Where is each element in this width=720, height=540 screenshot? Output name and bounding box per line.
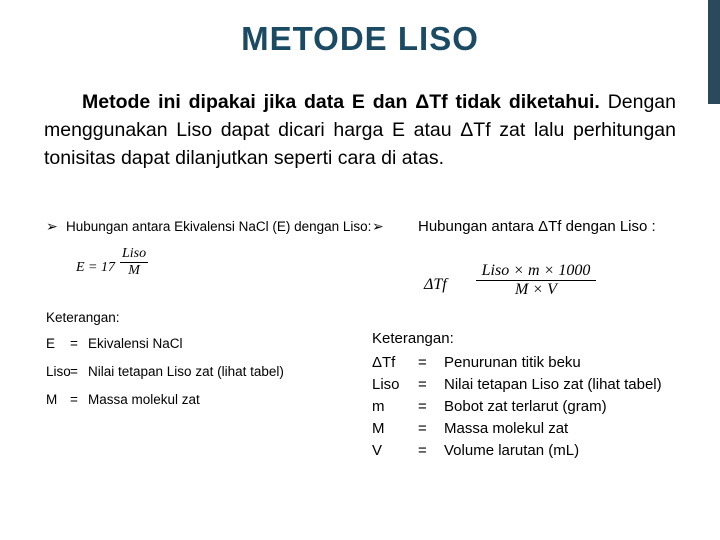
arrow-bullet-icon: ➢ <box>372 218 384 234</box>
formula-e-lhs: E = 17 <box>76 260 115 275</box>
left-legend-row: E = Ekivalensi NaCl <box>46 336 183 351</box>
formula-tf-denominator: M × V <box>476 280 596 299</box>
formula-tf-fraction <box>476 262 596 299</box>
right-legend-row: V = Volume larutan (mL) <box>372 442 580 459</box>
intro-paragraph <box>44 88 676 172</box>
formula-e-fraction <box>120 246 148 279</box>
arrow-bullet-icon: ➢ <box>46 218 58 234</box>
formula-tf-lhs: ΔTf <box>424 276 447 293</box>
right-heading-line <box>372 218 656 235</box>
formula-e-denominator: M <box>120 262 148 279</box>
left-legend-row: M = Massa molekul zat <box>46 392 200 407</box>
left-heading-line <box>46 218 371 235</box>
left-legend-title: Keterangan: <box>46 310 120 325</box>
right-heading: Hubungan antara ΔTf dengan Liso : <box>418 218 656 235</box>
formula-e-numerator: Liso <box>122 246 147 261</box>
right-legend-row: Liso = Nilai tetapan Liso zat (lihat tabel) <box>372 376 662 393</box>
right-legend-row: m = Bobot zat terlarut (gram) <box>372 398 607 415</box>
intro-rest-text: Dengan menggunakan Liso dapat dicari harga E atau ΔTf zat lalu perhitungan tonisitas dapat dilanjutkan seperti cara di atas. <box>44 91 676 169</box>
formula-tf-numerator: Liso × m × 1000 <box>481 262 591 279</box>
left-legend-row: Liso= Nilai tetapan Liso zat (lihat tabel) <box>46 364 284 379</box>
right-legend-row: M = Massa molekul zat <box>372 420 569 437</box>
left-heading: Hubungan antara Ekivalensi NaCl (E) dengan Liso: <box>66 219 372 234</box>
page-title: METODE LISO <box>241 20 479 57</box>
right-legend-title: Keterangan: <box>372 330 454 347</box>
right-legend-row: ΔTf = Penurunan titik beku <box>372 354 581 371</box>
intro-bold-text: Metode ini dipakai jika data E dan ΔTf tidak diketahui. <box>82 91 600 113</box>
